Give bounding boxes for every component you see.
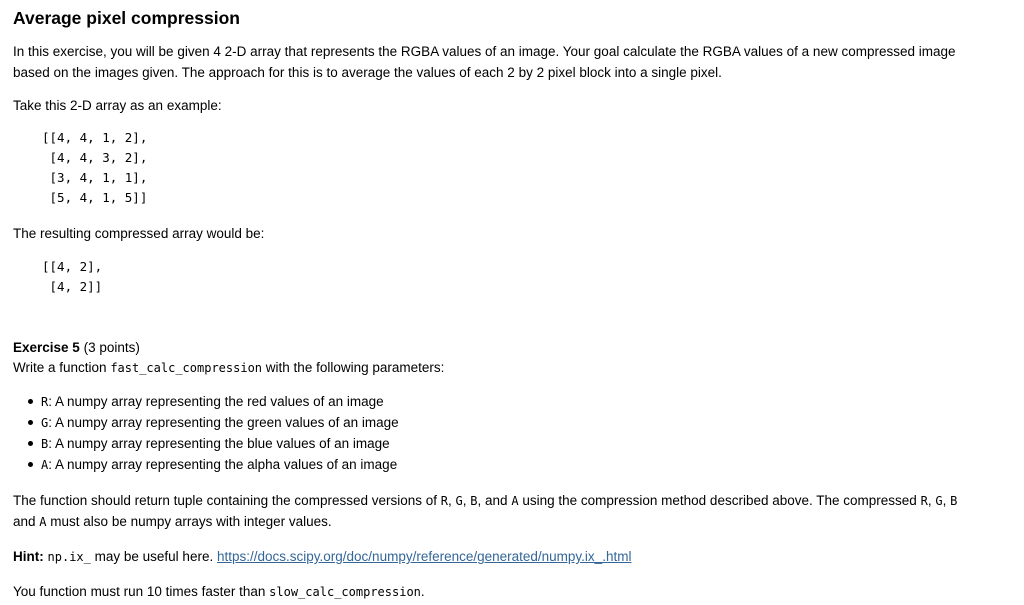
comma: , xyxy=(942,493,947,508)
intro-line-2: based on the images given. The approach for this is to average the values of each 2 by 2 pixel block into a single pixel. xyxy=(13,65,722,80)
example-label: Take this 2-D array as an example: xyxy=(13,98,222,113)
list-item xyxy=(28,391,399,412)
numpy-ix-docs-link[interactable]: https://docs.scipy.org/doc/numpy/reference/generated/numpy.ix_.html xyxy=(216,549,632,564)
code-g: G xyxy=(455,494,463,508)
param-name: R xyxy=(41,395,49,409)
exercise-header xyxy=(13,337,140,358)
code-b: B xyxy=(950,494,958,508)
slow-function-name: slow_calc_compression xyxy=(269,585,421,599)
param-name: B xyxy=(41,437,49,451)
bullet-icon xyxy=(28,441,33,446)
example-array-code: [[4, 4, 1, 2], [4, 4, 3, 2], [3, 4, 1, 1], [5, 4, 1, 5]] xyxy=(42,130,148,205)
bullet-icon xyxy=(28,420,33,425)
exercise-points: (3 points) xyxy=(83,340,140,355)
hint-text: may be useful here. xyxy=(94,549,214,564)
speed-prefix: You function must run 10 times faster than xyxy=(13,584,266,599)
code-g: G xyxy=(935,494,943,508)
code-r: R xyxy=(920,494,928,508)
exercise-heading: Exercise 5 xyxy=(13,340,80,355)
hint-line xyxy=(13,546,631,568)
returns-and: , and xyxy=(477,493,508,508)
result-array-code: [[4, 2], [4, 2]] xyxy=(42,259,103,294)
speed-suffix: . xyxy=(420,584,425,599)
returns-text-3: must also be numpy arrays with integer values. xyxy=(50,514,332,529)
bullet-icon xyxy=(28,462,33,467)
comma: , xyxy=(448,493,452,508)
comma: , xyxy=(927,493,932,508)
speed-requirement xyxy=(13,581,425,603)
page-title: Average pixel compression xyxy=(13,8,240,28)
returns-text-2: using the compression method described above. The compressed xyxy=(522,493,917,508)
exercise-description xyxy=(13,357,444,379)
function-name: fast_calc_compression xyxy=(110,361,263,375)
param-desc: : A numpy array representing the red values of an image xyxy=(48,394,384,409)
code-a: A xyxy=(39,515,47,529)
intro-line-1: In this exercise, you will be given 4 2-D array that represents the RGBA values of an image. Your goal calculate the RGBA values of a new compressed image xyxy=(13,44,956,59)
comma: , xyxy=(462,493,467,508)
list-item xyxy=(28,412,399,433)
list-item xyxy=(28,433,399,454)
param-name: G xyxy=(41,416,49,430)
hint-label: Hint: xyxy=(13,549,44,564)
param-name: A xyxy=(41,458,49,472)
list-item xyxy=(28,454,399,475)
returns-and-2: and xyxy=(13,514,36,529)
param-desc: : A numpy array representing the blue values of an image xyxy=(48,436,390,451)
code-a: A xyxy=(511,494,519,508)
returns-line-2 xyxy=(13,511,332,533)
returns-line-1 xyxy=(13,490,957,512)
hint-code: np.ix_ xyxy=(47,550,91,564)
parameter-list xyxy=(28,391,399,475)
bullet-icon xyxy=(28,399,33,404)
param-desc: : A numpy array representing the alpha values of an image xyxy=(48,457,398,472)
code-r: R xyxy=(440,494,448,508)
returns-text: The function should return tuple containing the compressed versions of xyxy=(13,493,437,508)
param-desc: : A numpy array representing the green values of an image xyxy=(48,415,399,430)
exercise-desc-prefix: Write a function xyxy=(13,360,107,375)
result-label: The resulting compressed array would be: xyxy=(13,226,265,241)
exercise-desc-suffix: with the following parameters: xyxy=(265,360,445,375)
code-b: B xyxy=(470,494,478,508)
